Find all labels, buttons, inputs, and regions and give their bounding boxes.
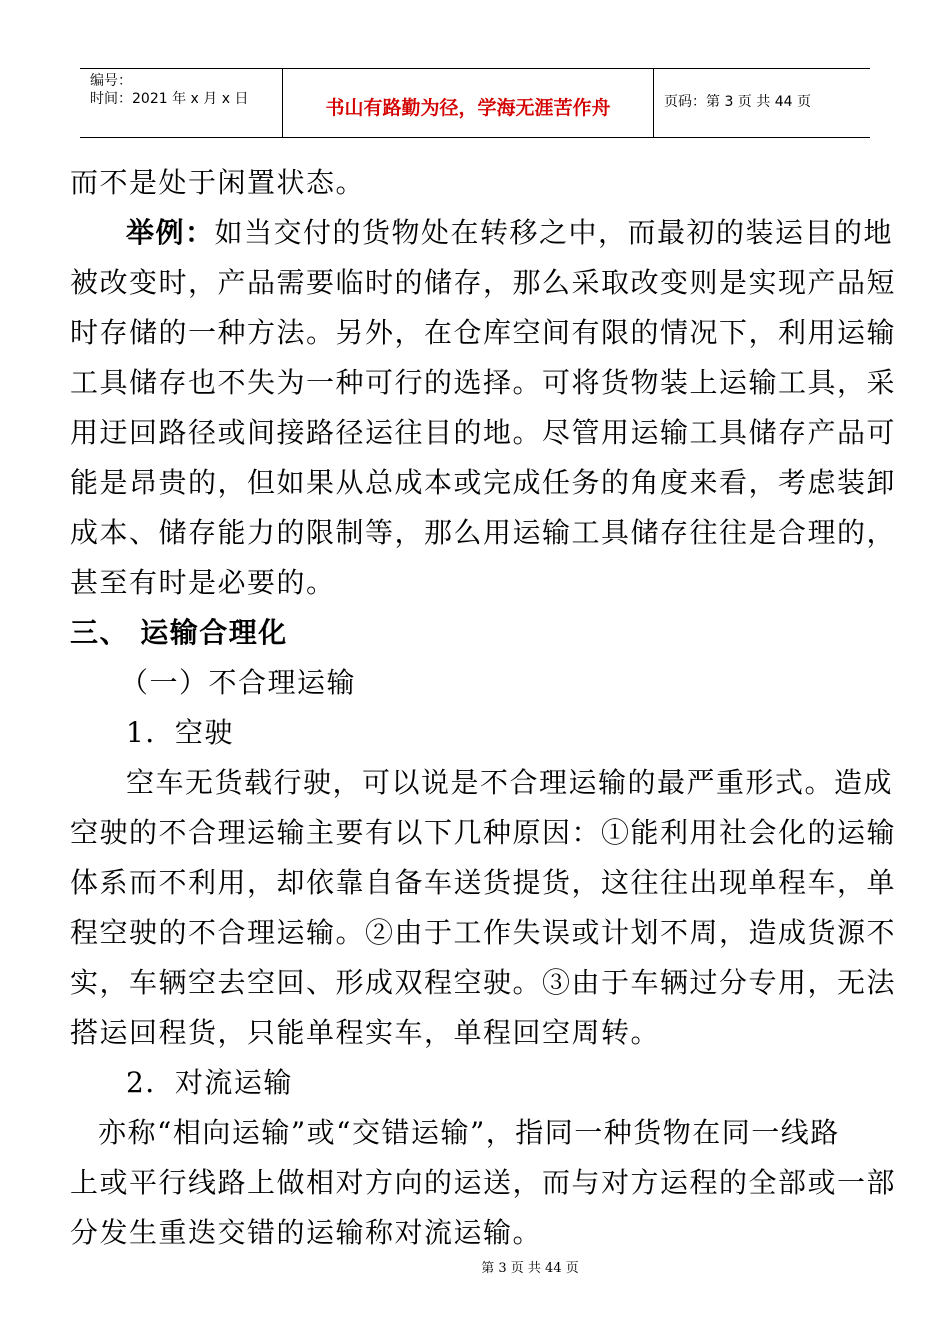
body-line: 时存储的一种方法。另外，在仓库空间有限的情况下，利用运输 (70, 316, 897, 349)
header-page-cell (654, 69, 870, 137)
body-text: 如当交付的货物处在转移之中，而最初的装运目的地 (214, 216, 894, 249)
body-line: 搭运回程货，只能单程实车，单程回空周转。 (70, 1016, 661, 1049)
subheading: （一）不合理运输 (120, 666, 357, 699)
body-line (126, 216, 893, 250)
body-line: 甚至有时是必要的。 (70, 566, 336, 599)
example-label: 举例： (126, 216, 215, 249)
body-line: 用迂回路径或间接路径运往目的地。尽管用运输工具储存产品可 (70, 416, 897, 449)
body-line: 分发生重迭交错的运输称对流运输。 (70, 1216, 543, 1249)
body-line: 上或平行线路上做相对方向的运送，而与对方运程的全部或一部 (70, 1166, 897, 1199)
body-line: 空车无货载行驶，可以说是不合理运输的最严重形式。造成 (126, 766, 894, 799)
page-footer: 第 3 页 共 44 页 (481, 1261, 579, 1276)
body-line: 实，车辆空去空回、形成双程空驶。③由于车辆过分专用，无法 (70, 966, 897, 999)
body-line: 被改变时，产品需要临时的储存，那么采取改变则是实现产品短 (70, 266, 897, 299)
body-line: 亦称“相向运输”或“交错运输”，指同一种货物在同一线路 (98, 1116, 840, 1149)
number-label: 编号： (90, 73, 132, 89)
item-title: 1．空驶 (126, 716, 234, 749)
time-label: 时间：2021 年 x 月 x 日 (90, 91, 249, 107)
header-meta-cell (80, 69, 283, 137)
body-line: 成本、储存能力的限制等，那么用运输工具储存往往是合理的， (70, 516, 897, 549)
body-line: 空驶的不合理运输主要有以下几种原因：①能利用社会化的运输 (70, 816, 897, 849)
section-heading: 三、 运输合理化 (70, 616, 288, 649)
body-line: 工具储存也不失为一种可行的选择。可将货物装上运输工具，采 (70, 366, 897, 399)
body-line: 程空驶的不合理运输。②由于工作失误或计划不周，造成货源不 (70, 916, 897, 949)
page-info: 页码：第 3 页 共 44 页 (664, 94, 811, 110)
item-title: 2．对流运输 (126, 1066, 293, 1099)
document-header (80, 68, 870, 138)
body-line: 体系而不利用，却依靠自备车送货提货，这往往出现单程车，单 (70, 866, 897, 899)
header-motto-cell (283, 69, 654, 137)
body-line: 而不是处于闲置状态。 (70, 166, 366, 199)
motto-text: 书山有路勤为径，学海无涯苦作舟 (325, 97, 611, 119)
body-line: 能是昂贵的，但如果从总成本或完成任务的角度来看，考虑装卸 (70, 466, 897, 499)
